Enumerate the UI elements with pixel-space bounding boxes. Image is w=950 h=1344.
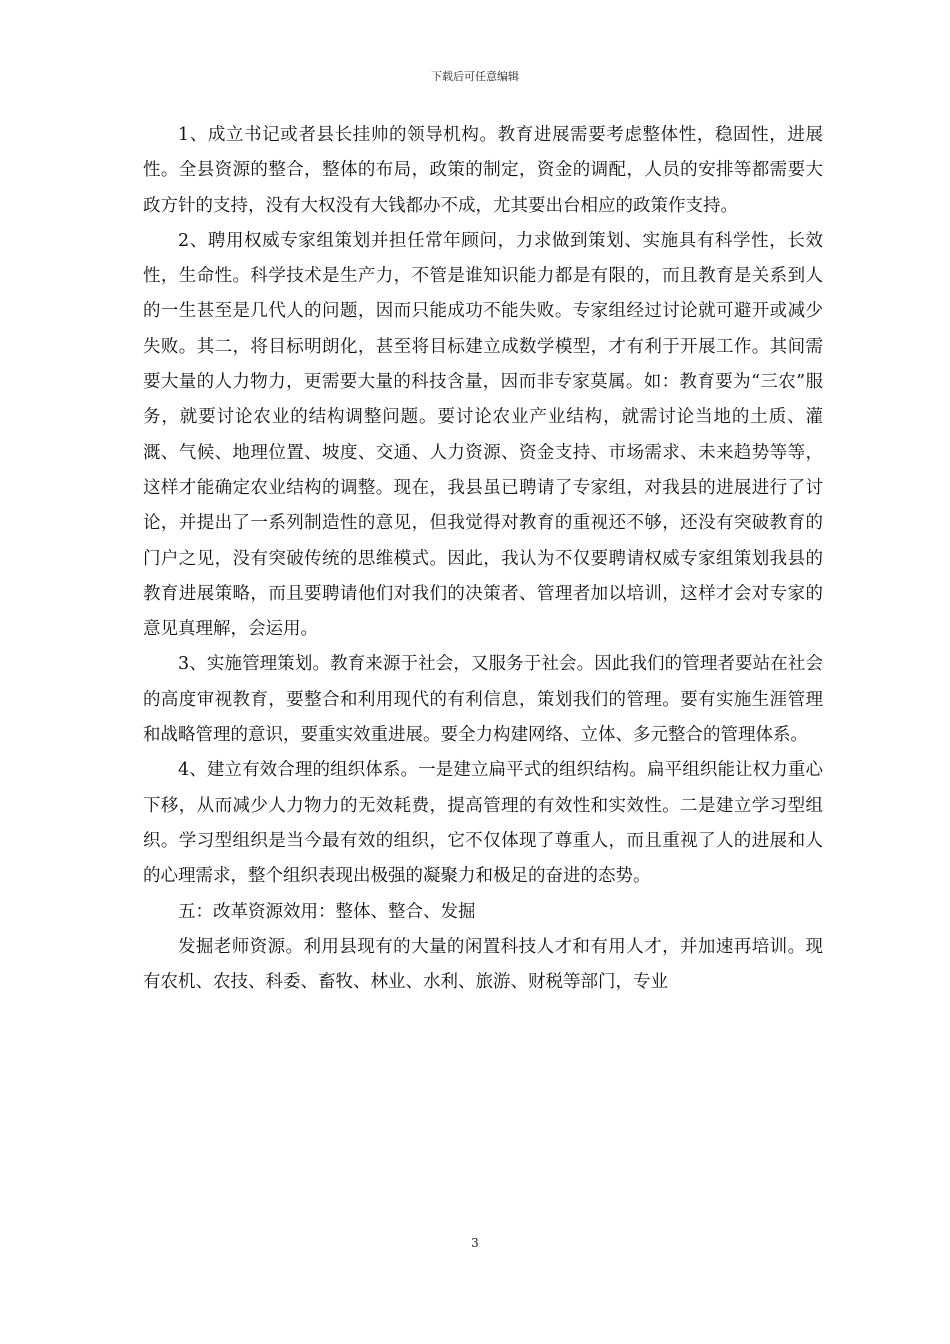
section-heading: 五：改革资源效用：整体、整合、发掘	[178, 901, 476, 922]
page-number: 3	[471, 1236, 479, 1250]
paragraph-1: 1、成立书记或者县长挂帅的领导机构。教育进展需要考虑整体性，稳固性，进展性。全县资源的整合，整体的布局，政策的制定，资金的调配，人员的安排等都需要大政方针的支持，没有大权没有大钱都办不成，尤其要出台相应的政策作支持。	[143, 125, 823, 216]
page-header: 下载后可任意编辑	[431, 70, 519, 83]
paragraph-2: 2、聘用权威专家组策划并担任常年顾问，力求做到策划、实施具有科学性，长效性，生命性。科学技术是生产力，不管是谁知识能力都是有限的，而且教育是关系到人的一生甚至是几代人的问题，因而只能成功不能失败。专家组经过讨论就可避开或减少失败。其二，将目标明朗化，甚至将目标建立成数学模型，才有利于开展工作。其间需要大量的人力物力，更需要大量的科技含量，因而非专家莫属。如：教育要为“三农”服务，就要讨论农业的结构调整问题。要讨论农业产业结构，就需讨论当地的土质、灌溉、气候、地理位置、坡度、交通、人力资源、资金支持、市场需求、未来趋势等等，这样才能确定农业结构的调整。现在，我县虽已聘请了专家组，对我县的进展进行了讨论，并提出了一系列制造性的意见，但我觉得对教育的重视还不够，还没有突破教育的门户之见，没有突破传统的思维模式。因此，我认为不仅要聘请权威专家组策划我县的教育进展策略，而且要聘请他们对我们的决策者、管理者加以培训，这样才会对专家的意见真理解，会运用。	[143, 230, 823, 640]
document-body	[143, 118, 823, 1000]
paragraph-5: 发掘老师资源。利用县现有的大量的闲置科技人才和有用人才，并加速再培训。现有农机、农技、科委、畜牧、林业、水利、旅游、财税等部门，专业	[143, 936, 823, 993]
paragraph-4: 4、建立有效合理的组织体系。一是建立扁平式的组织结构。扁平组织能让权力重心下移，从而减少人力物力的无效耗费，提高管理的有效性和实效性。二是建立学习型组织。学习型组织是当今最有效的组织，它不仅体现了尊重人，而且重视了人的进展和人的心理需求，整个组织表现出极强的凝聚力和极足的奋进的态势。	[143, 760, 823, 887]
paragraph-3: 3、实施管理策划。教育来源于社会，又服务于社会。因此我们的管理者要站在社会的高度审视教育，要整合和利用现代的有利信息，策划我们的管理。要有实施生涯管理和战略管理的意识，要重实效重进展。要全力构建网络、立体、多元整合的管理体系。	[143, 654, 823, 746]
